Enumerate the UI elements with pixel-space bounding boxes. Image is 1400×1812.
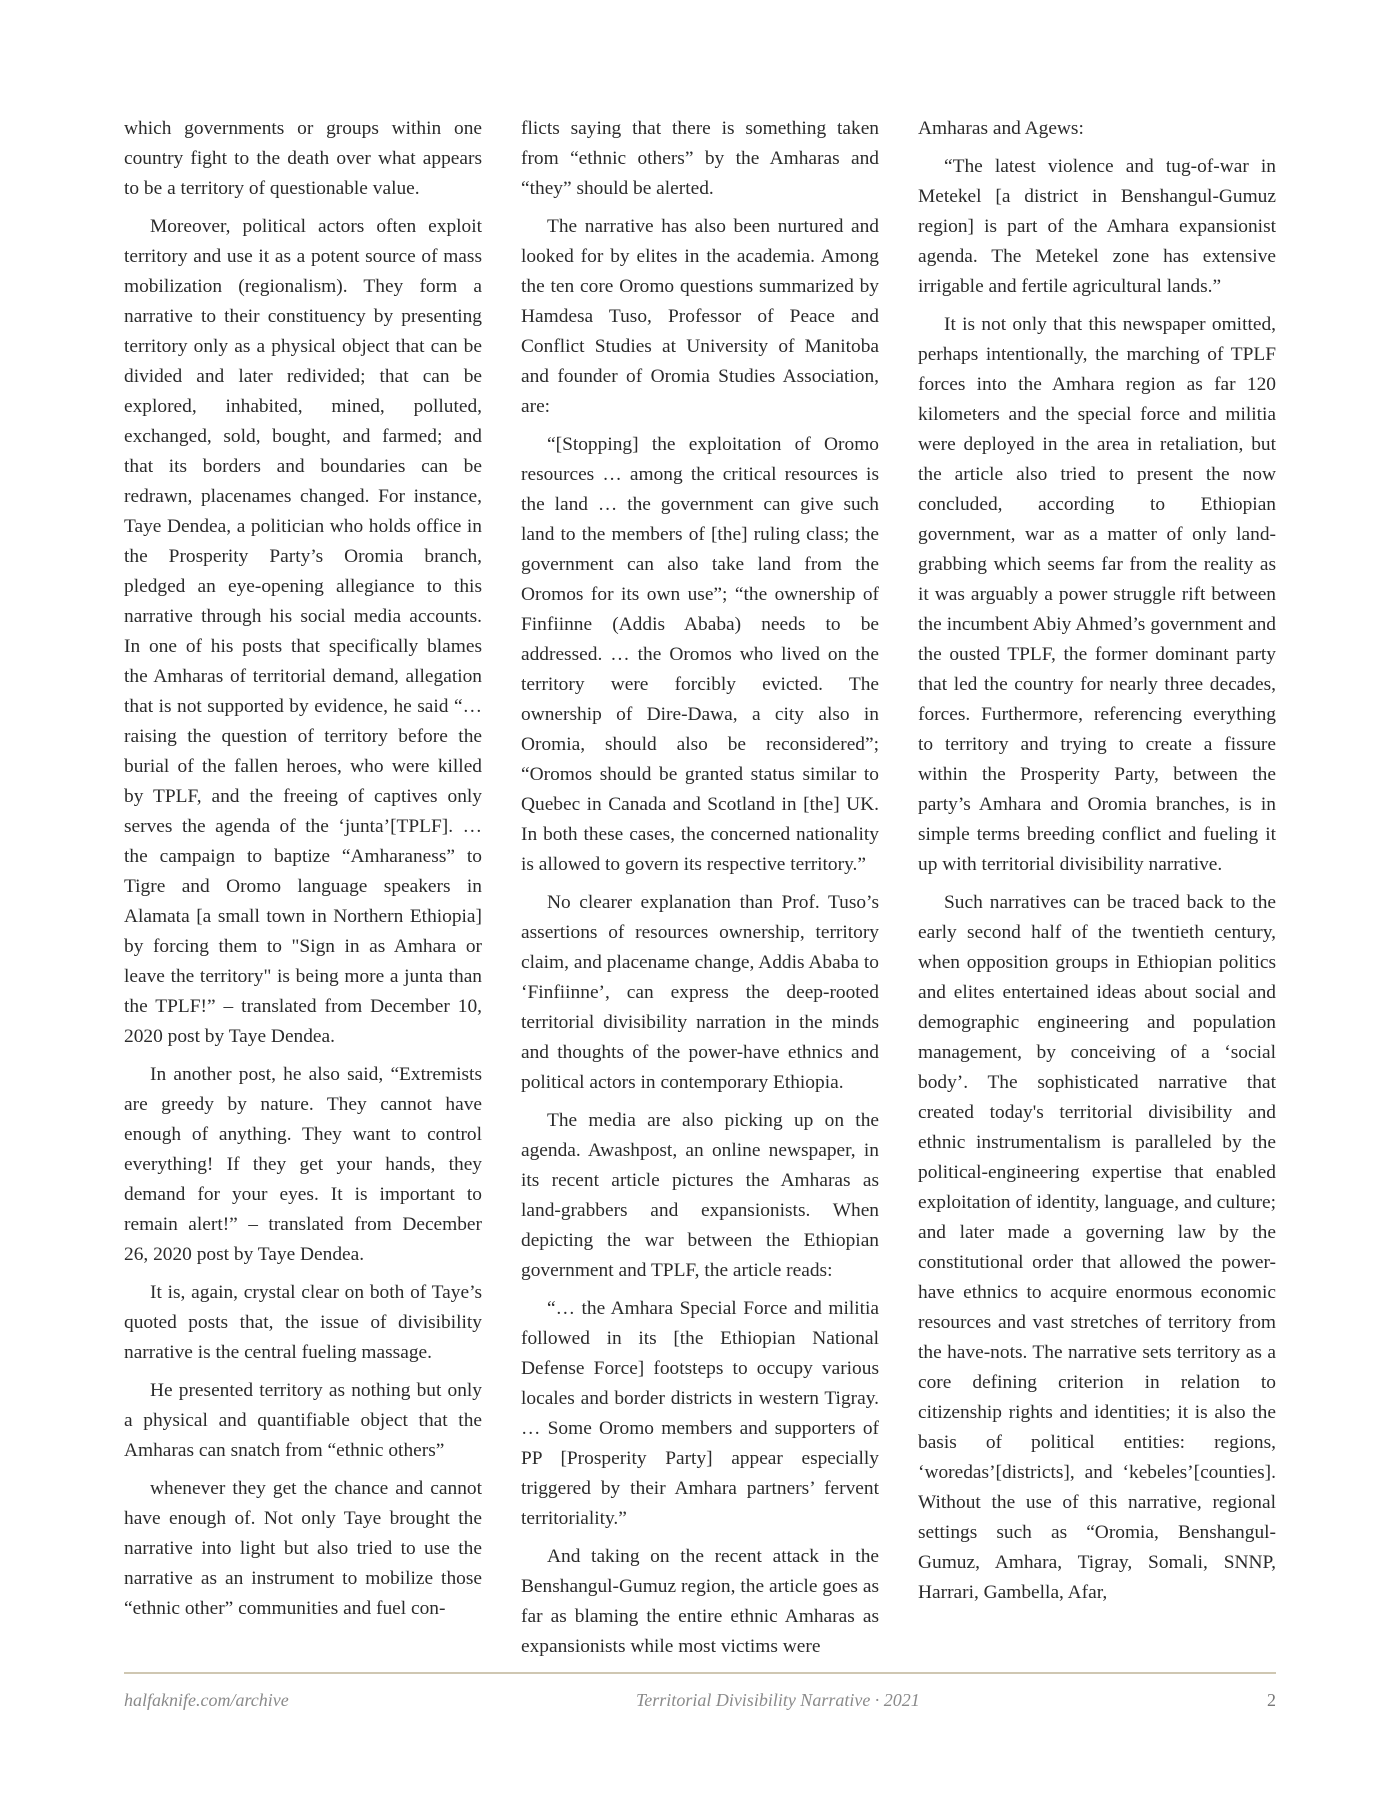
text-columns: [124, 114, 1276, 1657]
paragraph: The narrative has also been nurtured and looked for by elites in the academia. Among the ten core Oromo questions summarized by Hamdesa Tuso, Professor of Peace and Conflict Studies at University of Manitoba and founder of Oromia Studies Association, are:: [521, 216, 879, 417]
column-2: [521, 114, 879, 1657]
paragraph: Amharas and Agews:: [918, 118, 1084, 139]
paragraph: No clearer explanation than Prof. Tuso’s assertions of resources ownership, territory claim, and placename change, Addis Ababa to ‘Finfiinne’, can express the deep-rooted territorial divisibility narration in the minds and thoughts of the power-have ethnics and political actors in contemporary Ethiopia.: [521, 892, 879, 1093]
paragraph: And taking on the recent attack in the Benshangul-Gumuz region, the article goes as far as blaming the entire ethnic Amharas as expansionists while most victims were: [521, 1546, 879, 1657]
footer-site-link[interactable]: halfaknife.com/archive: [124, 1690, 289, 1710]
paragraph: It is, again, crystal clear on both of Taye’s quoted posts that, the issue of divisibility narrative is the central fueling massage.: [124, 1282, 482, 1363]
paragraph: Moreover, political actors often exploit territory and use it as a potent source of mass mobilization (regionalism). They form a narrative to their constituency by presenting territory only as a physical object that can be divided and later redivided; that can be explored, inhabited, mined, polluted, exchanged, sold, bought, and farmed; and that its borders and boundaries can be redrawn, placenames changed. For instance, Taye Dendea, a politician who holds office in the Prosperity Party’s Oromia branch, pledged an eye-opening allegiance to this narrative through his social media accounts. In one of his posts that specifically blames the Amharas of territorial demand, allegation that is not supported by evidence, he said “… raising the question of territory before the burial of the fallen heroes, who were killed by TPLF, and the freeing of captives only serves the agenda of the ‘junta’[TPLF]. … the campaign to baptize “Amharaness” to Tigre and Oromo language speakers in Alamata [a small town in Northern Ethiopia] by forcing them to "Sign in as Amhara or leave the territory" is being more a junta than the TPLF!” – translated from December 10, 2020 post by Taye Dendea.: [124, 216, 482, 1047]
column-1: [124, 114, 482, 1626]
footer-running-title: Territorial Divisibility Narrative · 2021: [635, 1690, 920, 1710]
paragraph: whenever they get the chance and cannot have enough of. Not only Taye brought the narrative into light but also tried to use the narrative as an instrument to mobilize those “ethnic other” communities and fuel con-: [124, 1478, 482, 1619]
paragraph: “[Stopping] the exploitation of Oromo resources … among the critical resources is the land … the government can give such land to the members of [the] ruling class; the government can also take land from the Oromos for its own use”; “the ownership of Finfiinne (Addis Ababa) needs to be addressed. … the Oromos who lived on the territory were forcibly evicted. The ownership of Dire-Dawa, a city also in Oromia, should also be reconsidered”; “Oromos should be granted status similar to Quebec in Canada and Scotland in [the] UK. In both these cases, the concerned nationality is allowed to govern its respective territory.”: [521, 434, 879, 875]
paragraph: which governments or groups within one country fight to the death over what appears to be a territory of questionable value.: [124, 118, 482, 199]
column-3: [918, 114, 1276, 1626]
paragraph: It is not only that this newspaper omitted, perhaps intentionally, the marching of TPLF forces into the Amhara region as far 120 kilometers and the special force and militia were deployed in the area in retaliation, but the article also tried to present the now concluded, according to Ethiopian government, war as a matter of only land-grabbing which seems far from the reality as it was arguably a power struggle rift between the incumbent Abiy Ahmed’s government and the ousted TPLF, the former dominant party that led the country for nearly three decades, forces. Furthermore, referencing everything to territory and trying to create a fissure within the Prosperity Party, between the party’s Amhara and Oromia branches, is in simple terms breeding conflict and fueling it up with territorial divisibility narrative.: [918, 314, 1276, 875]
page-number: 2: [1266, 1690, 1276, 1710]
paragraph: flicts saying that there is something taken from “ethnic others” by the Amharas and “they” should be alerted.: [521, 118, 879, 199]
paragraph: In another post, he also said, “Extremists are greedy by nature. They cannot have enough of anything. They want to control everything! If they get your hands, they demand for your eyes. It is important to remain alert!” – translated from December 26, 2020 post by Taye Dendea.: [124, 1064, 482, 1265]
paragraph: He presented territory as nothing but only a physical and quantifiable object that the Amharas can snatch from “ethnic others”: [124, 1380, 482, 1461]
page-footer: [124, 1690, 1276, 1711]
footer-divider: [124, 1672, 1276, 1674]
paragraph: “… the Amhara Special Force and militia followed in its [the Ethiopian National Defense Force] footsteps to occupy various locales and border districts in western Tigray. … Some Oromo members and supporters of PP [Prosperity Party] appear especially triggered by their Amhara partners’ fervent territoriality.”: [521, 1298, 879, 1529]
paragraph: “The latest violence and tug-of-war in Metekel [a district in Benshangul-Gumuz region] is part of the Amhara expansionist agenda. The Metekel zone has extensive irrigable and fertile agricultural lands.”: [918, 156, 1276, 297]
paragraph: The media are also picking up on the agenda. Awashpost, an online newspaper, in its recent article pictures the Amharas as land-grabbers and expansionists. When depicting the war between the Ethiopian government and TPLF, the article reads:: [521, 1110, 879, 1281]
paragraph: Such narratives can be traced back to the early second half of the twentieth century, when opposition groups in Ethiopian politics and elites entertained ideas about social and demographic engineering and population management, by conceiving of a ‘social body’. The sophisticated narrative that created today's territorial divisibility and ethnic instrumentalism is paralleled by the political-engineering expertise that enabled exploitation of identity, language, and culture; and later made a governing law by the constitutional order that allowed the power-have ethnics to acquire enormous economic resources and vast stretches of territory from the have-nots. The narrative sets territory as a core defining criterion in relation to citizenship rights and identities; it is also the basis of political entities: regions, ‘woredas’[districts], and ‘kebeles’[counties]. Without the use of this narrative, regional settings such as “Oromia, Benshangul-Gumuz, Amhara, Tigray, Somali, SNNP, Harrari, Gambella, Afar,: [918, 892, 1276, 1603]
